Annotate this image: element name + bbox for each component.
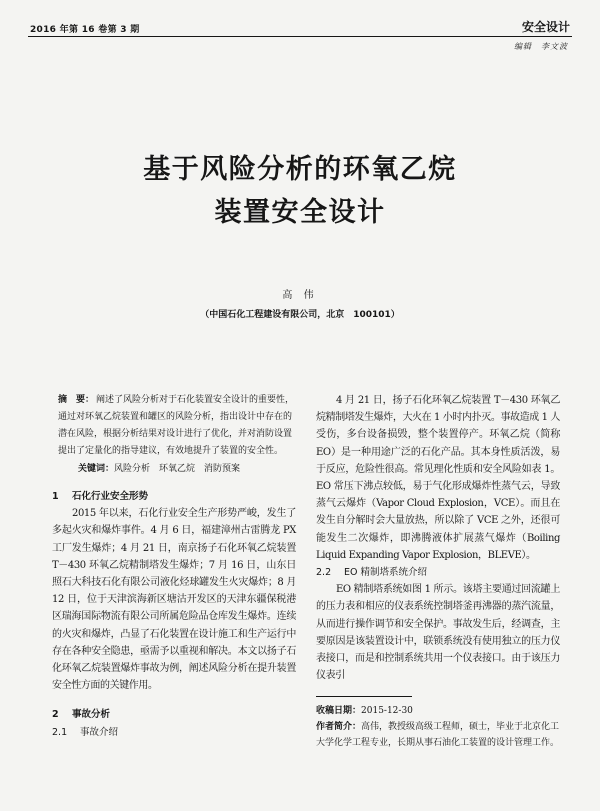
author-bio — [316, 719, 560, 751]
article-title-line2: 装置安全设计 — [214, 197, 386, 228]
received-value: 2015-12-30 — [361, 706, 413, 717]
section-label: 安全设计 — [521, 20, 570, 34]
keywords-label: 关键词： — [78, 464, 115, 474]
section2-title: 事故分析 — [72, 709, 111, 721]
footnote-rule — [316, 696, 412, 697]
keywords — [78, 461, 296, 478]
subsection-2-2-title: EO 精制塔系统介绍 — [344, 567, 427, 579]
subsection-2-1-paragraph: 4 月 21 日，扬子石化环氧乙烷装置 T－430 环氧乙烷精制塔发生爆炸，大火在 1 小时内扑灭。事故造成 1 人受伤，多台设备损毁，整个装置停产。环氧乙烷（简称 EO）是一种用途广泛的石化产品。其本身性质活泼，易于反应，危险性很高。常见理化性质和安全风险如表 1。EO 常压下沸点较低，易于气化形成爆炸性蒸气云，导致蒸气云爆炸（Vapor Cloud Explosion，VCE）。而且在发生自分解时会大量放热，所以除了 VCE 之外，还很可能发生二次爆炸，即沸腾液体扩展蒸气爆炸（Boiling Liquid Expanding Vapor Explosion，BLEVE）。 — [316, 395, 560, 561]
header-rule — [28, 36, 572, 37]
abstract — [58, 392, 296, 460]
article-title-line1: 基于风险分析的环氧乙烷 — [143, 154, 457, 185]
subsection-2-1-number: 2.1 — [52, 726, 68, 738]
subsection-2-2-paragraph: EO 精制塔系统如图 1 所示。该塔主要通过回流罐上的压力表和相应的仪表系统控制塔釜再沸器的蒸汽流量，从而进行操作调节和安全保护。事故发生后，经调查，主要原因是该装置设计中，联锁系统没有使用独立的压力仪表接口，而是和控制系统共用一个仪表接口。由于该压力仪表引 — [316, 584, 560, 682]
author-bio-text: 高伟，教授级高级工程师，硕士，毕业于北京化工大学化学工程专业，长期从事石油化工装置的设计管理工作。 — [316, 722, 560, 749]
subsection-2-2-heading — [316, 564, 560, 581]
subsection-2-1-title: 事故介绍 — [80, 726, 119, 738]
editor-credit: 编辑 李文波 — [514, 42, 568, 51]
received-date — [316, 703, 560, 719]
author-affiliation: （中国石化工程建设有限公司，北京 100101） — [200, 310, 400, 320]
subsection-2-2-number: 2.2 — [316, 567, 332, 579]
journal-issue: 2016 年第 16 卷第 3 期 — [30, 25, 140, 35]
keywords-text: 风险分析 环氧乙烷 消防预案 — [114, 464, 241, 474]
subsection-2-1-heading — [52, 724, 296, 741]
left-column — [52, 392, 296, 741]
section1-paragraph: 2015 年以来，石化行业安全生产形势严峻，发生了多起火灾和爆炸事件。4 月 6 日，福建漳州古雷腾龙 PX 工厂发生爆炸；4 月 21 日，南京扬子石化环氧乙烷装置 T－430 环氧乙烷精制塔发生爆炸；7 月 16 日，山东日照石大科技石化有限公司液化烃球罐发生火灾爆炸；8 月 12 日，位于天津滨海新区塘沽开发区的天津东疆保税港区瑞海国际物流有限公司所属危险品仓库发生爆炸。连续的火灾和爆炸，凸显了石化装置在设计施工和生产运行中存在各种安全隐患，亟需予以重视和解决。本文以扬子石化环氧乙烷装置爆炸事故为例，阐述风险分析在提升装置安全性方面的关键作用。 — [52, 508, 296, 692]
section2-number: 2 — [52, 709, 59, 721]
author-bio-label: 作者简介： — [316, 722, 362, 733]
section1-number: 1 — [52, 491, 59, 502]
section1-heading — [52, 488, 296, 505]
abstract-label: 摘 要： — [58, 395, 95, 405]
section2-heading — [52, 706, 296, 723]
abstract-text: 阐述了风险分析对于石化装置安全设计的重要性，通过对环氧乙烷装置和罐区的风险分析，指出设计中存在的潜在风险，根据分析结果对设计进行了优化，并对消防设置提出了定量化的指导建议，有效地提升了装置的安全性。 — [58, 395, 295, 456]
received-label: 收稿日期： — [316, 706, 362, 717]
section1-title: 石化行业安全形势 — [72, 491, 149, 502]
author-name: 高 伟 — [282, 290, 318, 301]
right-column — [316, 392, 560, 751]
